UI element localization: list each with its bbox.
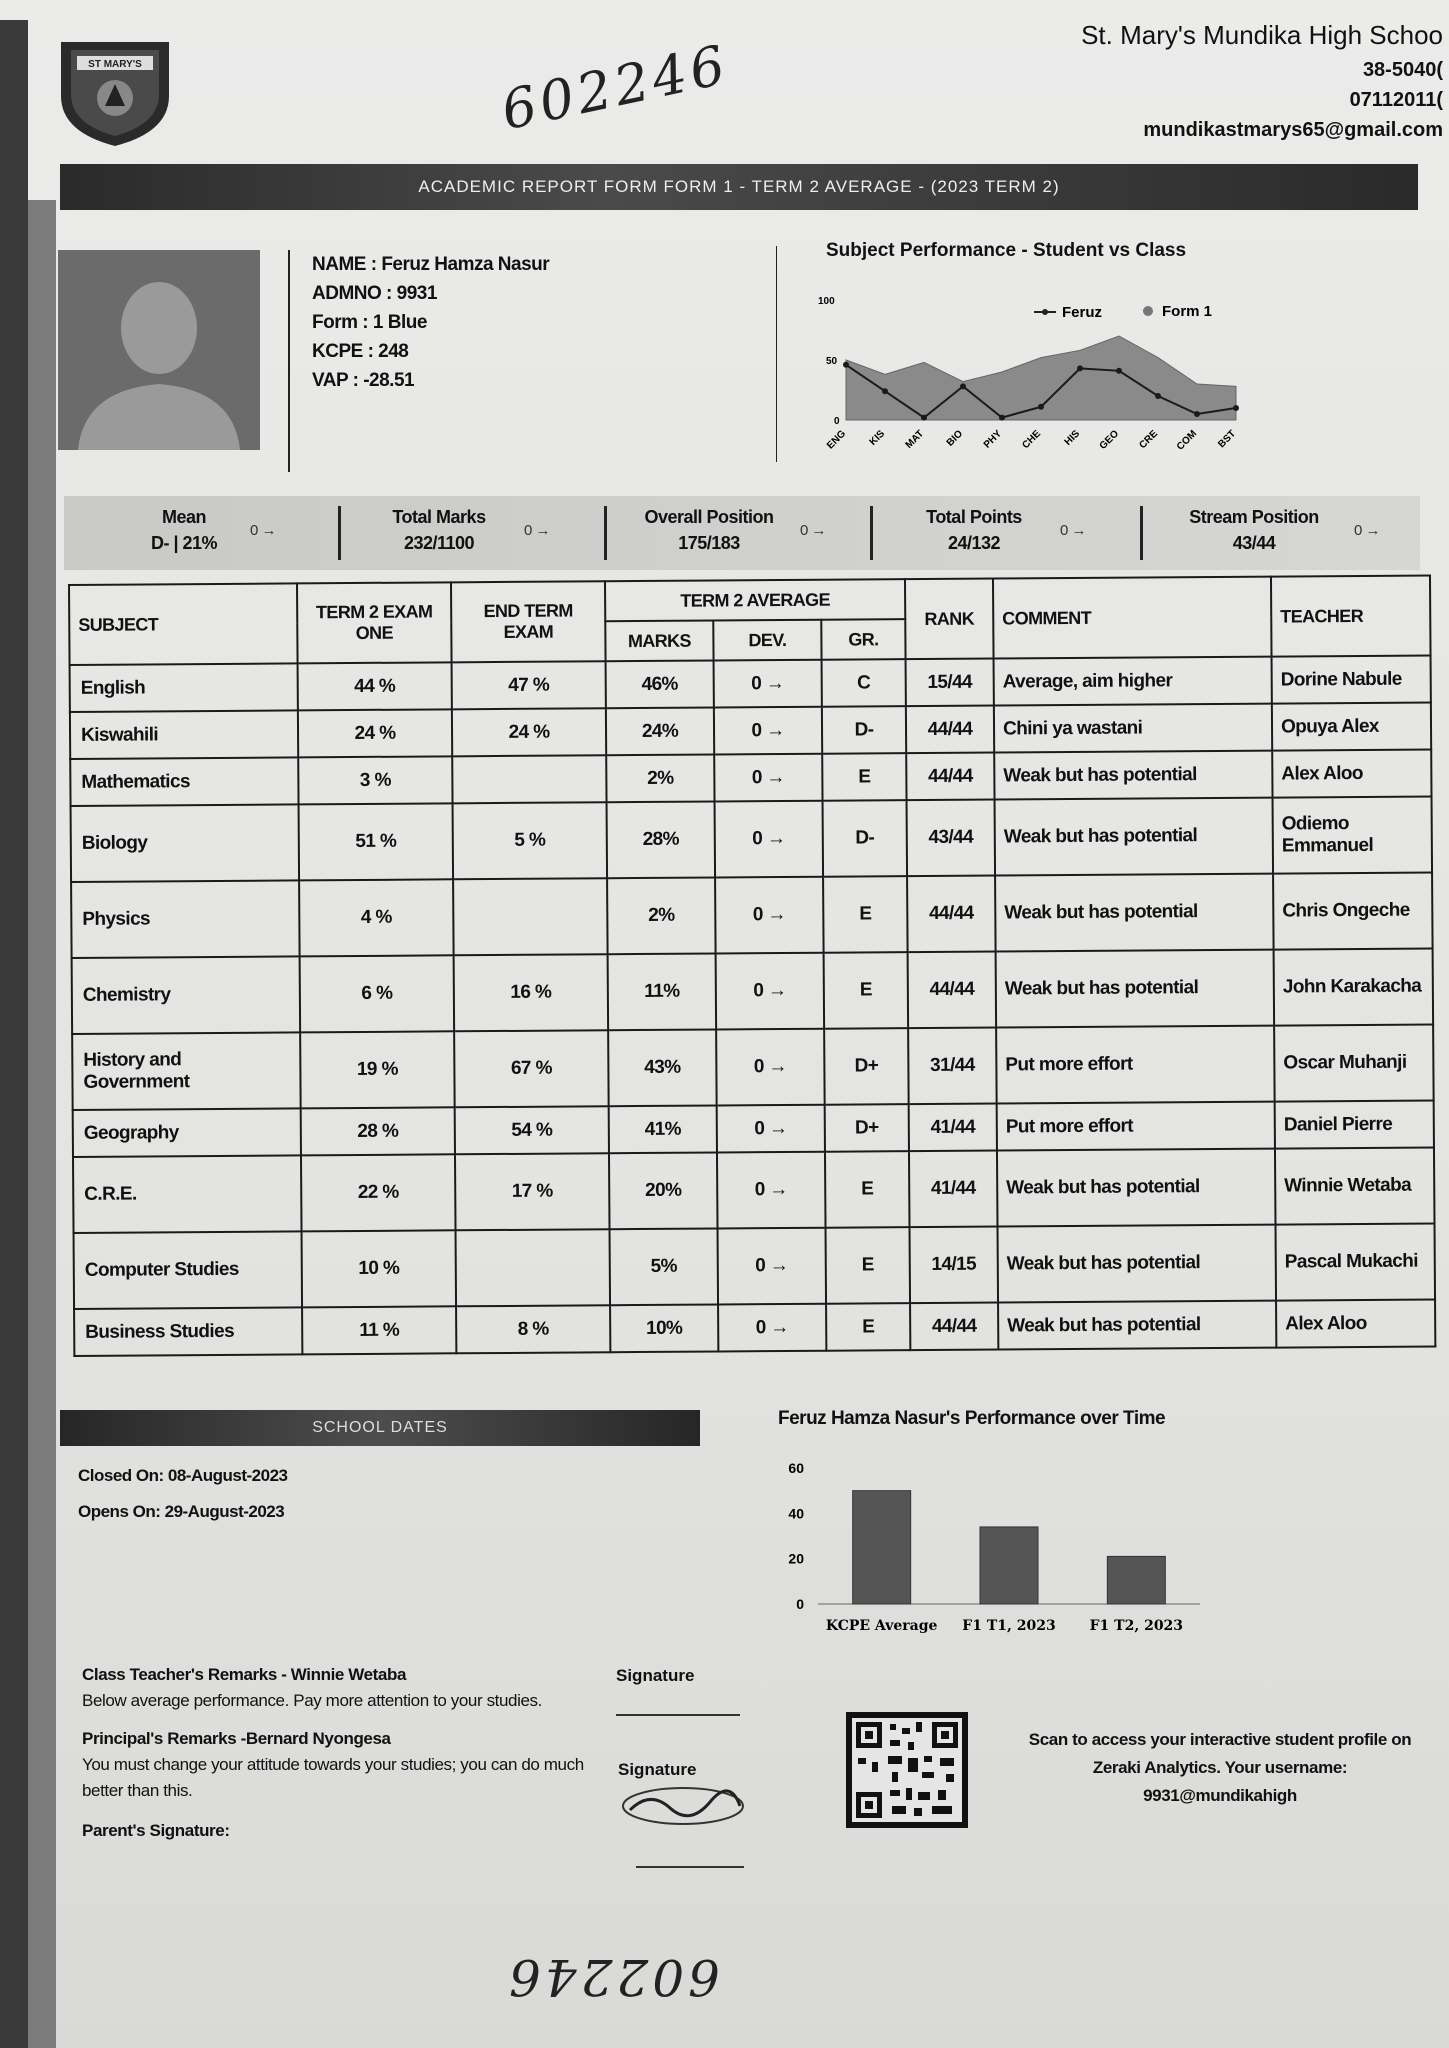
performance-bar	[1107, 1556, 1165, 1604]
marks-cell: 46%	[606, 660, 714, 708]
principal-signature-label: Signature	[618, 1760, 697, 1779]
stat-stream-position-label: Stream Position	[1189, 507, 1319, 527]
school-box: 38-5040(	[1362, 59, 1443, 81]
grades-body	[70, 655, 1436, 1355]
subject-chart-ytick-mid: 50	[826, 356, 838, 367]
parent-signature-label: Parent's Signature:	[82, 1821, 230, 1840]
subject-tick-label: BST	[1216, 428, 1239, 451]
stat-mean-change: 0 →	[250, 522, 277, 539]
header-end-term-line1: END TERM	[483, 600, 573, 622]
comment-cell: Weak but has potential	[998, 1225, 1277, 1303]
header-exam-one	[297, 582, 452, 663]
header-marks: MARKS	[605, 620, 713, 661]
comment-cell: Put more effort	[996, 1026, 1275, 1104]
scan-line-2: Zeraki Analytics. Your username:	[1092, 1758, 1348, 1777]
performance-bar	[853, 1491, 911, 1604]
stat-total-marks-change: 0 →	[524, 522, 551, 539]
student-point	[1077, 365, 1083, 371]
opens-date: Opens On: 29-August-2023	[78, 1502, 285, 1521]
grade-cell: D+	[825, 1104, 909, 1152]
y-tick-label: 40	[788, 1505, 804, 1522]
stat-stream-position-value: 43/44	[1232, 533, 1276, 553]
student-info	[312, 250, 549, 395]
header-rank: RANK	[905, 579, 994, 660]
student-point	[999, 415, 1005, 421]
school-dates-bar: SCHOOL DATES	[60, 1410, 700, 1446]
stat-overall-position-value: 175/183	[678, 533, 740, 553]
table-row	[72, 1024, 1433, 1109]
scan-line-1: Scan to access your interactive student profile on	[1028, 1730, 1412, 1749]
subject-cell: C.R.E.	[73, 1155, 302, 1233]
rank-cell: 43/44	[907, 800, 996, 877]
student-point	[1038, 404, 1044, 410]
exam-one-cell: 11 %	[302, 1306, 456, 1354]
table-row	[73, 1147, 1434, 1232]
subject-tick-label: CRE	[1137, 428, 1161, 452]
subject-tick-label: PHY	[981, 428, 1005, 451]
marks-cell: 11%	[608, 953, 717, 1030]
subject-chart-ytick-top: 100	[818, 296, 835, 307]
subject-cell: Geography	[73, 1108, 301, 1157]
student-point	[1194, 411, 1200, 417]
legend-student-marker	[1042, 309, 1048, 315]
subject-tick-label: CHE	[1020, 428, 1044, 452]
deviation-cell: 0 →	[714, 754, 822, 802]
subject-performance-chart	[800, 280, 1260, 460]
comment-cell: Average, aim higher	[994, 657, 1272, 706]
student-photo	[58, 250, 260, 450]
header-exam-one-line1: TERM 2 EXAM	[315, 601, 433, 623]
stat-separator	[338, 506, 341, 560]
stat-overall-position	[624, 504, 827, 556]
teacher-cell: Chris Ongeche	[1273, 872, 1433, 949]
subject-cell: Chemistry	[72, 956, 301, 1034]
scan-instructions	[990, 1726, 1449, 1810]
deviation-cell: 0 →	[714, 660, 822, 708]
stat-mean	[124, 504, 277, 556]
table-row	[71, 796, 1432, 881]
marks-cell: 41%	[609, 1105, 717, 1153]
teacher-cell: John Karakacha	[1274, 948, 1434, 1025]
comment-cell: Chini ya wastani	[994, 704, 1272, 753]
grade-cell: E	[822, 753, 906, 801]
header-dev: DEV.	[713, 620, 821, 661]
subject-tick-label: HIS	[1062, 428, 1083, 448]
table-row	[74, 1223, 1435, 1308]
stat-total-points-change: 0 →	[1060, 522, 1087, 539]
marks-cell: 43%	[608, 1029, 717, 1106]
subject-chart-title: Subject Performance - Student vs Class	[826, 240, 1187, 261]
legend-class-marker	[1143, 306, 1153, 316]
summary-stats	[64, 496, 1420, 570]
grade-cell: D-	[822, 706, 906, 754]
remarks-section	[82, 1662, 602, 1844]
exam-one-cell: 44 %	[298, 662, 452, 710]
table-row	[74, 1299, 1435, 1356]
subject-cell: History and Government	[72, 1032, 301, 1110]
comment-cell: Weak but has potential	[995, 874, 1274, 952]
class-teacher-remarks-title: Class Teacher's Remarks - Winnie Wetaba	[82, 1665, 407, 1684]
grade-cell: C	[822, 659, 906, 707]
marks-cell: 2%	[606, 754, 714, 802]
marks-cell: 2%	[607, 877, 716, 954]
rank-cell: 41/44	[909, 1104, 997, 1152]
grade-cell: E	[823, 876, 908, 953]
teacher-cell: Opuya Alex	[1272, 702, 1431, 750]
deviation-cell: 0 →	[717, 1105, 825, 1153]
rank-cell: 44/44	[906, 706, 994, 754]
header-term-average: TERM 2 AVERAGE	[605, 579, 905, 621]
stat-stream-position	[1164, 504, 1381, 556]
grade-cell: D-	[823, 800, 908, 877]
student-point	[921, 415, 927, 421]
exam-one-cell: 6 %	[300, 955, 455, 1032]
subject-cell: Physics	[71, 880, 300, 958]
principal-remarks-title: Principal's Remarks -Bernard Nyongesa	[82, 1729, 391, 1748]
comment-cell: Weak but has potential	[994, 751, 1272, 800]
rank-cell: 44/44	[910, 1303, 998, 1351]
exam-one-cell: 51 %	[299, 803, 454, 880]
subject-cell: Biology	[71, 804, 300, 882]
exam-one-cell: 4 %	[299, 879, 454, 956]
teacher-cell: Alex Aloo	[1272, 749, 1431, 797]
school-email: mundikastmarys65@gmail.com	[1143, 119, 1443, 141]
subject-cell: Computer Studies	[74, 1231, 303, 1309]
stat-separator	[870, 506, 873, 560]
y-tick-label: 20	[788, 1550, 804, 1567]
end-term-cell: 67 %	[454, 1030, 609, 1107]
end-term-cell: 8 %	[456, 1305, 610, 1353]
silhouette-icon	[58, 250, 260, 450]
handwritten-number-bottom: 602246	[505, 1948, 720, 2006]
stat-total-marks-value: 232/1100	[403, 533, 475, 553]
divider	[288, 250, 290, 472]
deviation-cell: 0 →	[718, 1304, 826, 1352]
header-end-term-line2: EXAM	[503, 621, 554, 642]
marks-cell: 28%	[607, 801, 716, 878]
deviation-cell: 0 →	[718, 1228, 827, 1305]
closed-date: Closed On: 08-August-2023	[78, 1466, 288, 1485]
end-term-cell: 54 %	[455, 1106, 609, 1154]
header-grade: GR.	[821, 619, 905, 660]
end-term-cell: 16 %	[454, 954, 609, 1031]
subject-cell: Mathematics	[70, 757, 298, 806]
stat-stream-position-change: 0 →	[1354, 522, 1381, 539]
student-vap: VAP : -28.51	[312, 370, 415, 391]
student-point	[1233, 405, 1239, 411]
end-term-cell	[456, 1229, 611, 1306]
deviation-cell: 0 →	[714, 707, 822, 755]
subject-tick-label: MAT	[903, 428, 927, 451]
subject-cell: English	[70, 663, 298, 712]
exam-one-cell: 24 %	[298, 709, 452, 757]
stat-total-points-value: 24/132	[947, 533, 1001, 553]
table-row	[72, 948, 1433, 1033]
subject-tick-label: ENG	[825, 428, 849, 452]
comment-cell: Weak but has potential	[998, 1301, 1276, 1350]
grades-table	[68, 574, 1436, 1356]
end-term-cell	[453, 878, 608, 955]
student-point	[882, 388, 888, 394]
school-crest-logo	[55, 36, 175, 148]
student-point	[843, 362, 849, 368]
report-banner: ACADEMIC REPORT FORM FORM 1 - TERM 2 AVERAGE - (2023 TERM 2)	[60, 164, 1418, 210]
school-phone: 07112011(	[1349, 89, 1443, 111]
performance-over-time-chart	[770, 1440, 1210, 1640]
subject-tick-label: KIS	[867, 428, 888, 448]
y-tick-label: 60	[788, 1460, 804, 1476]
school-name: St. Mary's Mundika High Schoo	[1081, 20, 1443, 50]
rank-cell: 31/44	[908, 1028, 997, 1105]
grade-cell: D+	[824, 1028, 909, 1105]
signature-scribble-icon	[620, 1784, 746, 1828]
marks-cell: 10%	[610, 1304, 718, 1352]
rank-cell: 44/44	[907, 876, 996, 953]
rank-cell: 44/44	[906, 753, 994, 801]
marks-cell: 24%	[606, 707, 714, 755]
signature-line	[636, 1866, 744, 1868]
grade-cell: E	[826, 1303, 910, 1351]
teacher-cell: Winnie Wetaba	[1275, 1147, 1435, 1224]
marks-cell: 20%	[609, 1152, 718, 1229]
rank-cell: 44/44	[908, 952, 997, 1029]
end-term-cell: 47 %	[452, 661, 606, 709]
grade-cell: E	[826, 1227, 911, 1304]
subject-tick-label: BIO	[944, 428, 966, 449]
comment-cell: Weak but has potential	[996, 950, 1275, 1028]
header-end-term	[451, 581, 606, 662]
handwritten-number-top: 602246	[495, 32, 735, 143]
teacher-cell: Alex Aloo	[1276, 1299, 1435, 1347]
student-point	[1116, 368, 1122, 374]
stat-total-marks-label: Total Marks	[392, 507, 486, 527]
teacher-cell: Oscar Muhanji	[1274, 1024, 1434, 1101]
x-tick-label: F1 T2, 2023	[1089, 1618, 1184, 1634]
student-point	[960, 383, 966, 389]
header-comment: COMMENT	[993, 577, 1272, 659]
school-dates	[78, 1458, 288, 1530]
comment-cell: Weak but has potential	[997, 1149, 1276, 1227]
exam-one-cell: 22 %	[301, 1154, 456, 1231]
stat-total-points	[894, 504, 1087, 556]
exam-one-cell: 3 %	[298, 756, 452, 804]
qr-code[interactable]	[846, 1712, 968, 1828]
grade-cell: E	[825, 1151, 910, 1228]
legend-student: Feruz	[1062, 304, 1103, 321]
performance-chart-title: Feruz Hamza Nasur's Performance over Time	[778, 1408, 1166, 1429]
deviation-cell: 0 →	[715, 877, 824, 954]
subject-cell: Kiswahili	[70, 710, 298, 759]
student-kcpe: KCPE : 248	[312, 341, 409, 362]
exam-one-cell: 19 %	[300, 1031, 455, 1108]
stat-overall-position-label: Overall Position	[644, 507, 774, 527]
header-subject: SUBJECT	[69, 583, 298, 665]
subject-chart-ytick-bottom: 0	[834, 416, 840, 427]
legend-class: Form 1	[1162, 303, 1213, 320]
principal-remarks-text: You must change your attitude towards your studies; you can do much better than this.	[82, 1755, 584, 1800]
deviation-cell: 0 →	[716, 953, 825, 1030]
class-teacher-signature-label: Signature	[616, 1666, 695, 1685]
exam-one-cell: 10 %	[302, 1230, 457, 1307]
divider	[776, 246, 777, 462]
x-tick-label: F1 T1, 2023	[962, 1618, 1056, 1634]
end-term-cell: 24 %	[452, 708, 606, 756]
stat-overall-position-change: 0 →	[800, 522, 827, 539]
teacher-cell: Daniel Pierre	[1275, 1100, 1434, 1148]
table-row	[71, 872, 1432, 957]
exam-one-cell: 28 %	[301, 1107, 455, 1155]
deviation-cell: 0 →	[717, 1152, 826, 1229]
grade-cell: E	[824, 952, 909, 1029]
header-exam-one-line2: ONE	[355, 622, 394, 643]
stat-total-marks	[364, 504, 551, 556]
class-teacher-remarks-text: Below average performance. Pay more attention to your studies.	[82, 1691, 542, 1710]
header-teacher: TEACHER	[1271, 575, 1431, 656]
rank-cell: 15/44	[906, 659, 994, 707]
school-header	[1081, 16, 1443, 145]
qr-code-icon	[852, 1718, 962, 1822]
comment-cell: Put more effort	[997, 1102, 1275, 1151]
student-form: Form : 1 Blue	[312, 312, 427, 333]
stat-separator	[604, 506, 607, 560]
scan-edge-light	[28, 200, 56, 2048]
stat-total-points-label: Total Points	[926, 507, 1022, 527]
crest-text: ST MARY'S	[88, 59, 142, 70]
subject-tick-label: GEO	[1097, 428, 1122, 452]
student-point	[1155, 393, 1161, 399]
teacher-cell: Odiemo Emmanuel	[1273, 796, 1433, 873]
signature-line	[616, 1714, 740, 1716]
stat-separator	[1140, 506, 1143, 560]
subject-tick-label: COM	[1174, 428, 1200, 453]
subject-cell: Business Studies	[74, 1307, 302, 1356]
student-name: NAME : Feruz Hamza Nasur	[312, 254, 550, 275]
marks-cell: 5%	[610, 1228, 719, 1305]
stat-mean-label: Mean	[161, 507, 206, 527]
stat-mean-value: D- | 21%	[150, 533, 218, 553]
y-tick-label: 0	[796, 1596, 804, 1612]
scan-edge-dark	[0, 20, 28, 2048]
end-term-cell: 17 %	[455, 1153, 610, 1230]
end-term-cell: 5 %	[453, 802, 608, 879]
scan-username: 9931@mundikahigh	[1143, 1786, 1297, 1805]
rank-cell: 41/44	[909, 1151, 998, 1228]
deviation-cell: 0 →	[716, 1029, 825, 1106]
end-term-cell	[452, 755, 606, 803]
performance-bar	[980, 1527, 1038, 1604]
rank-cell: 14/15	[910, 1227, 999, 1304]
comment-cell: Weak but has potential	[995, 798, 1274, 876]
x-tick-label: KCPE Average	[825, 1618, 938, 1634]
teacher-cell: Dorine Nabule	[1272, 655, 1431, 703]
deviation-cell: 0 →	[715, 801, 824, 878]
student-admno: ADMNO : 9931	[312, 283, 437, 304]
teacher-cell: Pascal Mukachi	[1276, 1223, 1436, 1300]
